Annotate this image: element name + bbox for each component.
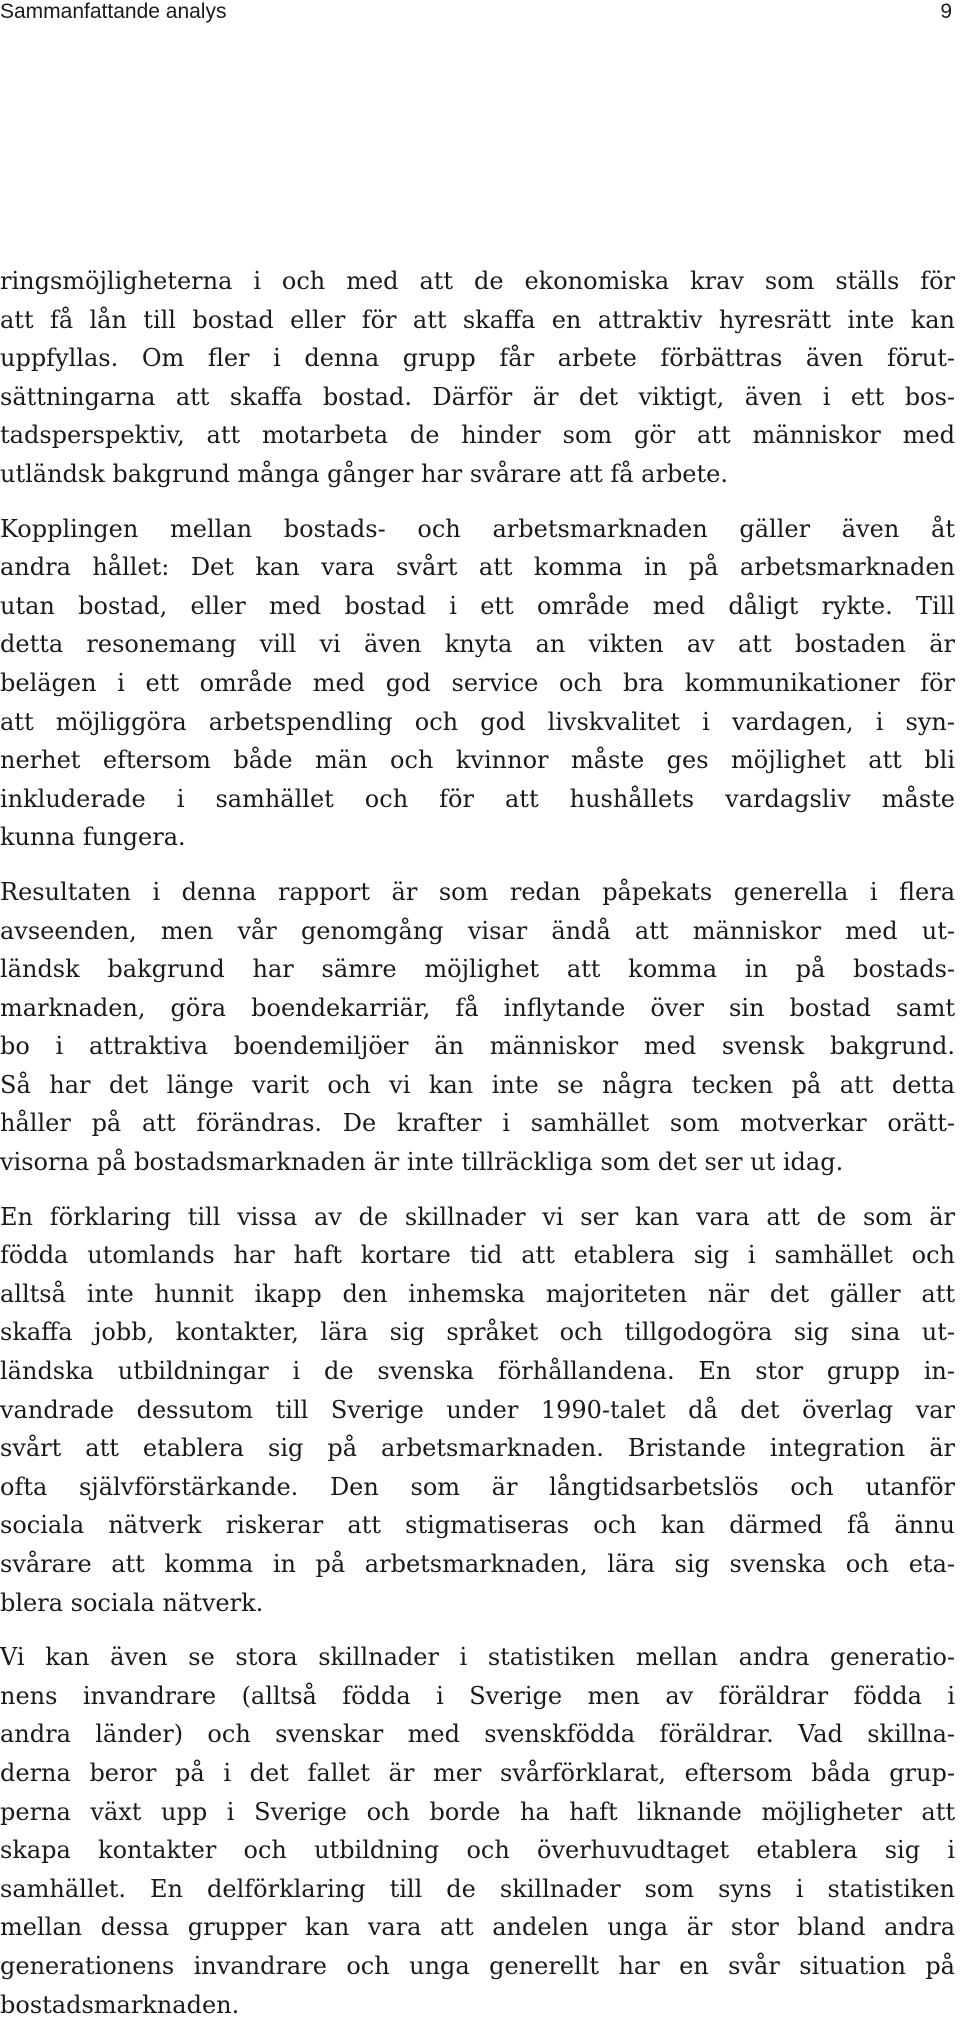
text-line: Vi kan även se stora skillnader i statistiken mellan andra generatio-	[0, 1643, 955, 1672]
text-line: bostadsmarknaden.	[0, 1990, 240, 2019]
text-line: andra länder) och svenskar med svenskfödda föräldrar. Vad skillna-	[0, 1720, 955, 1749]
text-line: En förklaring till vissa av de skillnader vi ser kan vara att de som är	[0, 1202, 955, 1231]
text-line: ofta självförstärkande. Den som är långtidsarbetslös och utanför	[0, 1472, 955, 1501]
text-line: inkluderade i samhället och för att hushållets vardagsliv måste	[0, 784, 955, 813]
text-line: visorna på bostadsmarknaden är inte tillräckliga som det ser ut idag.	[0, 1148, 844, 1177]
paragraph	[0, 1198, 955, 1623]
text-line: svårare att komma in på arbetsmarknaden, lära sig svenska och eta-	[0, 1550, 955, 1578]
text-line: blera sociala nätverk.	[0, 1588, 264, 1617]
text-line: vandrade dessutom till Sverige under 1990-talet då det överlag var	[0, 1395, 955, 1424]
text-line: avseenden, men vår genomgång visar ändå att människor med ut-	[0, 916, 955, 945]
text-line: Så har det länge varit och vi kan inte se några tecken på att detta	[0, 1070, 955, 1099]
text-line: bo i attraktiva boendemiljöer än människor med svensk bakgrund.	[0, 1032, 955, 1061]
text-line: alltså inte hunnit ikapp den inhemska majoriteten när det gäller att	[0, 1279, 955, 1308]
text-line: kunna fungera.	[0, 823, 186, 852]
text-line: derna beror på i det fallet är mer svårförklarat, eftersom båda grup-	[0, 1758, 955, 1787]
text-line: ländsk bakgrund har sämre möjlighet att komma in på bostads-	[0, 955, 955, 984]
text-line: Kopplingen mellan bostads- och arbetsmarknaden gäller även åt	[0, 514, 955, 543]
paragraph	[0, 873, 955, 1182]
text-line: svårt att etablera sig på arbetsmarknaden. Bristande integration är	[0, 1434, 955, 1463]
text-line: utan bostad, eller med bostad i ett område med dåligt rykte. Till	[0, 591, 955, 620]
text-line: ländska utbildningar i de svenska förhållandena. En stor grupp in-	[0, 1357, 955, 1386]
page-header	[0, 0, 960, 30]
text-line: födda utomlands har haft kortare tid att etablera sig i samhället och	[0, 1241, 955, 1270]
text-line: detta resonemang vill vi även knyta an vikten av att bostaden är	[0, 630, 955, 659]
text-line: ringsmöjligheterna i och med att de ekonomiska krav som ställs för	[0, 267, 955, 295]
text-line: håller på att förändras. De krafter i samhället som motverkar orätt-	[0, 1109, 955, 1138]
running-head-title: Sammanfattande analys	[0, 0, 227, 23]
paragraph	[0, 510, 955, 857]
page-number: 9	[940, 0, 952, 23]
text-line: utländsk bakgrund många gånger har svårare att få arbete.	[0, 459, 728, 488]
text-line: nens invandrare (alltså födda i Sverige men av föräldrar födda i	[0, 1681, 955, 1710]
text-line: generationens invandrare och unga generellt har en svår situation på	[0, 1951, 955, 1980]
text-line: tadsperspektiv, att motarbeta de hinder som gör att människor med	[0, 421, 955, 450]
paragraph	[0, 262, 955, 494]
text-line: skapa kontakter och utbildning och överhuvudtaget etablera sig i	[0, 1836, 955, 1865]
body-text	[0, 262, 955, 2040]
text-line: samhället. En delförklaring till de skillnader som syns i statistiken	[0, 1874, 955, 1903]
text-line: belägen i ett område med god service och bra kommunikationer för	[0, 668, 955, 697]
text-line: marknaden, göra boendekarriär, få inflytande över sin bostad samt	[0, 993, 955, 1022]
text-line: sättningarna att skaffa bostad. Därför är det viktigt, även i ett bos-	[0, 382, 955, 411]
text-line: nerhet eftersom både män och kvinnor måste ges möjlighet att bli	[0, 746, 955, 775]
text-line: mellan dessa grupper kan vara att andelen unga är stor bland andra	[0, 1913, 955, 1942]
paragraph	[0, 1638, 955, 2024]
text-line: uppfyllas. Om fler i denna grupp får arbete förbättras även förut-	[0, 344, 955, 373]
text-line: skaffa jobb, kontakter, lära sig språket och tillgodogöra sig sina ut-	[0, 1318, 955, 1347]
text-line: perna växt upp i Sverige och borde ha haft liknande möjligheter att	[0, 1797, 955, 1826]
text-line: sociala nätverk riskerar att stigmatiseras och kan därmed få ännu	[0, 1511, 955, 1540]
text-line: Resultaten i denna rapport är som redan påpekats generella i flera	[0, 877, 955, 906]
text-line: att möjliggöra arbetspendling och god livskvalitet i vardagen, i syn-	[0, 707, 955, 736]
text-line: att få lån till bostad eller för att skaffa en attraktiv hyresrätt inte kan	[0, 305, 955, 334]
text-line: andra hållet: Det kan vara svårt att komma in på arbetsmarknaden	[0, 553, 955, 582]
